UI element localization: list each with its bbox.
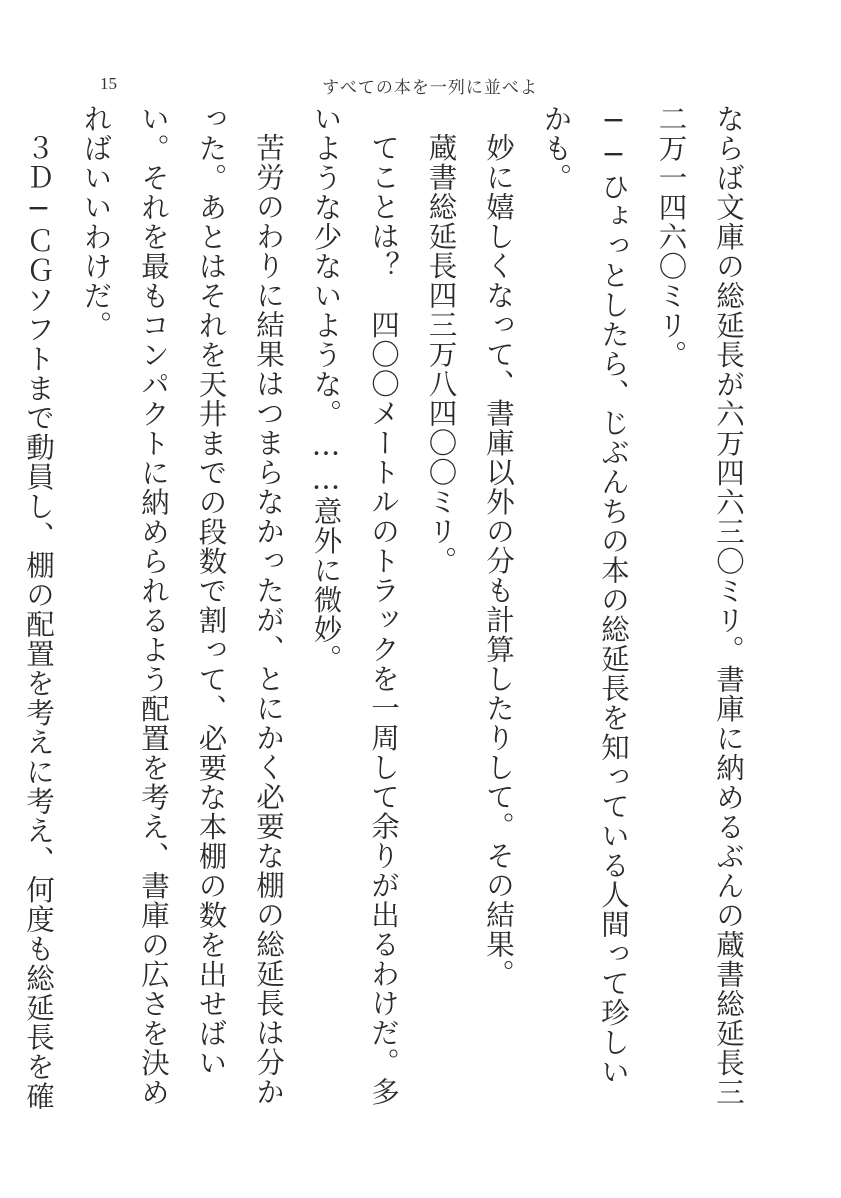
paragraph: 蔵書総延長四三万八四〇〇ミリ。 [424, 132, 458, 575]
page-number: 15 [100, 74, 117, 93]
running-head: すべての本を一列に並べよ [322, 78, 538, 98]
paragraph: ３Ｄ─ＣＧソフトまで動員し、棚の配置を考えに考え、何度も総延長を確 [22, 132, 55, 1111]
paragraph: ならば文庫の総延長が六万四六三〇ミリ。書庫に納めるぶんの蔵書総延長三二万一四六〇ミリ。 [654, 104, 745, 1107]
paragraph: 苦労のわりに結果はつまらなかったが、とにかく必要な棚の総延長は分かった。あとはそれを天井までの段数で割って、必要な本棚の数を出せばいい。それを最もコンパクトに納められるよう配置を考え、書庫の広さを決めればいいわけだ。 [79, 104, 285, 1107]
paragraph: ──ひょっとしたら、じぶんちの本の総延長を知っている人間って珍しいかも。 [539, 104, 630, 1087]
body-text [22, 104, 757, 1114]
paragraph: てことは？ 四〇〇メートルのトラックを一周して余りが出るわけだ。多いような少ないような。……意外に微妙。 [309, 104, 400, 1106]
paragraph: 妙に嬉しくなって、書庫以外の分も計算したりして。その結果。 [482, 132, 515, 988]
